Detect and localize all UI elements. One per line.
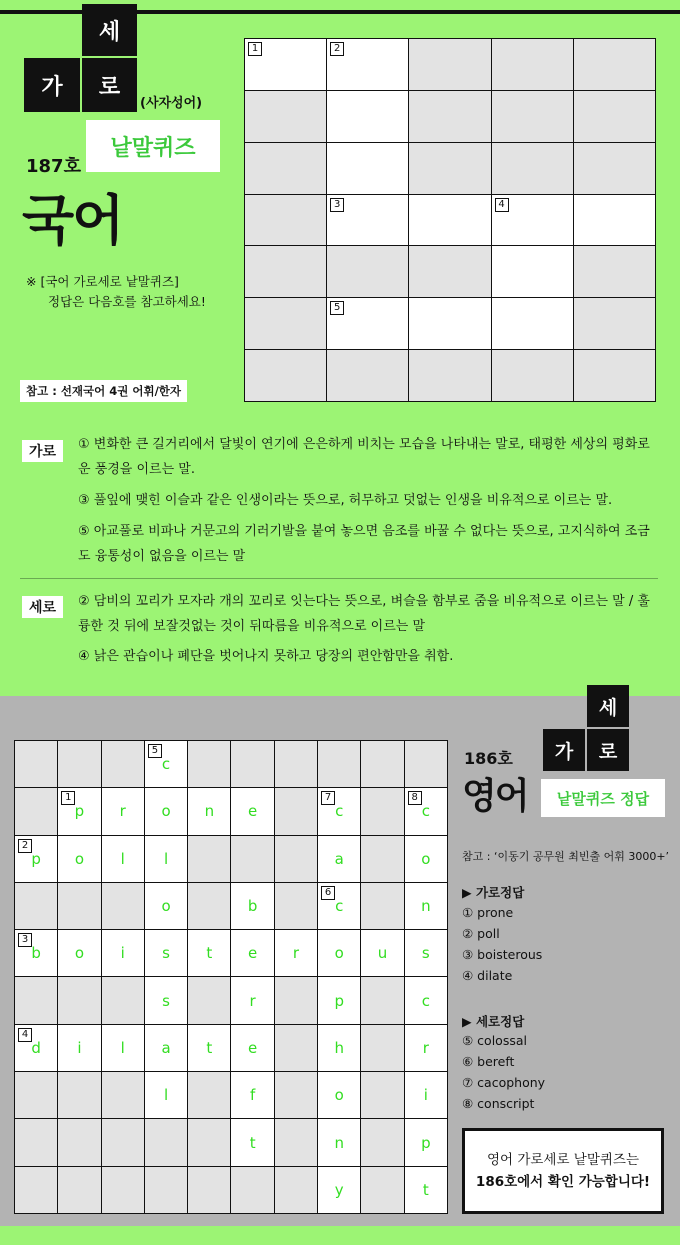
down-answers-heading: ▶ 세로정답 — [462, 1014, 525, 1029]
answer-cell — [405, 1119, 447, 1165]
answer-letter: a — [334, 849, 344, 868]
grid-cell — [327, 246, 408, 297]
answer-cell — [145, 1025, 187, 1071]
crossword-grid — [244, 38, 656, 402]
answer-letter: o — [421, 849, 431, 868]
answer-cell — [405, 836, 447, 882]
issue-number: 187호 — [26, 156, 81, 177]
answer-down-7: ⑦ cacophony — [462, 1075, 546, 1090]
answer-cell — [275, 930, 317, 976]
grid-cell — [245, 246, 326, 297]
logo-ga: 가 — [24, 58, 80, 112]
answer-cell — [361, 741, 403, 787]
down-clue-4: ④ 낡은 관습이나 폐단을 벗어나지 못하고 당장의 편안함만을 취함. — [78, 649, 454, 664]
answer-number: 3 — [18, 933, 32, 947]
grid-cell — [245, 350, 326, 401]
answer-cell — [145, 1167, 187, 1213]
grid-cell — [409, 143, 490, 194]
across-clue-1: ① 변화한 큰 길거리에서 달빛이 연기에 은은하게 비치는 모습을 나타내는 말로, 태평한 세상의 평화로운 풍경을 이르는 말. — [78, 437, 650, 477]
answer-cell — [145, 1119, 187, 1165]
answer-cell — [188, 1072, 230, 1118]
answer-letter: o — [161, 897, 171, 916]
grid-cell[interactable] — [492, 195, 573, 246]
answer-letter: a — [161, 1038, 171, 1057]
answer-across-3: ③ boisterous — [462, 947, 543, 962]
answer-cell — [318, 1119, 360, 1165]
answer-letter: d — [31, 1038, 41, 1057]
answer-cell — [275, 977, 317, 1023]
answer-cell — [318, 741, 360, 787]
answer-cell — [405, 930, 447, 976]
clue-number: 2 — [330, 42, 344, 56]
answer-cell — [58, 741, 100, 787]
answer-cell — [275, 883, 317, 929]
answer-number: 4 — [18, 1028, 32, 1042]
grid-cell[interactable] — [409, 298, 490, 349]
answer-cell — [188, 741, 230, 787]
logo-se: 세 — [82, 4, 137, 56]
answer-cell — [15, 883, 57, 929]
across-clue-3: ③ 풀잎에 맺힌 이슬과 같은 인생이라는 뜻으로, 허무하고 덧없는 인생을 비유적으로 이르는 말. — [78, 493, 613, 508]
answer-number: 7 — [321, 791, 335, 805]
reference-tag: 참고 : 선재국어 4권 어휘/한자 — [20, 380, 187, 402]
grid-cell — [409, 39, 490, 90]
grid-cell — [574, 350, 655, 401]
answer-letter: o — [334, 1086, 344, 1105]
answer-cell — [318, 930, 360, 976]
answer-cell — [275, 741, 317, 787]
answer-letter: t — [249, 1133, 256, 1152]
answer-cell — [188, 930, 230, 976]
answer-cell — [58, 836, 100, 882]
answer-cell — [231, 788, 273, 834]
grid-cell[interactable] — [245, 39, 326, 90]
grid-cell — [327, 350, 408, 401]
answer-cell — [188, 1025, 230, 1071]
answer-letter: l — [163, 1086, 169, 1105]
answer-letter: r — [422, 1038, 429, 1057]
answer-cell — [231, 1119, 273, 1165]
clue-number: 3 — [330, 198, 344, 212]
grid-cell — [409, 246, 490, 297]
down-label: 세로 — [22, 596, 63, 618]
answer-letter: r — [249, 991, 256, 1010]
grid-cell — [574, 246, 655, 297]
answer-cell — [405, 1072, 447, 1118]
answer-letter: i — [120, 944, 125, 963]
answer-cell — [318, 977, 360, 1023]
answer-cell — [361, 1072, 403, 1118]
answer-letter: r — [292, 944, 300, 963]
answer-letter: b — [31, 944, 41, 963]
grid-cell — [245, 298, 326, 349]
answer-letter: t — [206, 1038, 213, 1057]
answer-letter: c — [421, 802, 430, 821]
answer-cell — [58, 1119, 100, 1165]
answer-cell — [188, 1167, 230, 1213]
answer-cell — [231, 1072, 273, 1118]
answer-letter: s — [162, 944, 170, 963]
answer-down-8: ⑧ conscript — [462, 1096, 535, 1111]
answer-across-1: ① prone — [462, 905, 514, 920]
answer-cell — [15, 930, 57, 976]
answer-cell — [58, 977, 100, 1023]
answer-cell — [361, 1025, 403, 1071]
answer-letter: n — [421, 897, 431, 916]
answer-number: 2 — [18, 839, 32, 853]
answer-letter: y — [334, 1180, 344, 1199]
answer-cell — [275, 1167, 317, 1213]
answer-letter: h — [334, 1038, 344, 1057]
bottom-logo-ro: 로 — [587, 729, 629, 771]
bottom-reference: 참고 : ‘이동기 공무원 최빈출 어휘 3000+’ — [462, 850, 670, 863]
answer-cell — [188, 1119, 230, 1165]
grid-cell[interactable] — [327, 143, 408, 194]
answer-number: 6 — [321, 886, 335, 900]
clue-number: 5 — [330, 301, 344, 315]
answer-note-line1: ※ [국어 가로세로 낱말퀴즈] — [26, 274, 179, 289]
answer-cell — [102, 1119, 144, 1165]
answer-cell — [405, 1025, 447, 1071]
answer-cell — [102, 1167, 144, 1213]
answer-number: 8 — [408, 791, 422, 805]
answer-letter: i — [77, 1038, 82, 1057]
answer-cell — [145, 883, 187, 929]
answer-cell — [405, 883, 447, 929]
across-clue-5: ⑤ 아교풀로 비파나 거문고의 기러기발을 붙여 놓으면 음조를 바꿀 수 없다는 뜻으로, 고지식하여 조금도 융통성이 없음을 이르는 말 — [78, 524, 650, 564]
answer-cell — [231, 930, 273, 976]
grid-cell — [409, 91, 490, 142]
answer-cell — [102, 930, 144, 976]
answer-cell — [405, 977, 447, 1023]
answer-cell — [361, 883, 403, 929]
grid-cell — [574, 298, 655, 349]
answer-letter: p — [334, 991, 344, 1010]
answer-cell — [58, 1072, 100, 1118]
answer-letter: i — [423, 1086, 428, 1105]
answer-cell — [275, 1025, 317, 1071]
quiz-tag: 낱말퀴즈 — [86, 120, 220, 172]
answer-cell — [318, 836, 360, 882]
answer-cell — [58, 930, 100, 976]
answer-letter: c — [335, 802, 344, 821]
answer-cell — [102, 836, 144, 882]
answer-cell — [58, 883, 100, 929]
answer-cell — [188, 883, 230, 929]
answer-cell — [102, 1072, 144, 1118]
answer-cell — [231, 836, 273, 882]
grid-cell — [245, 91, 326, 142]
answer-letter: t — [206, 944, 213, 963]
across-label: 가로 — [22, 440, 63, 462]
grid-cell[interactable] — [327, 91, 408, 142]
answer-cell — [102, 1025, 144, 1071]
answer-cell — [231, 883, 273, 929]
answer-letter: r — [119, 802, 126, 821]
promo-line2: 186호에서 확인 가능합니다! — [475, 1174, 651, 1190]
grid-cell[interactable] — [327, 298, 408, 349]
grid-cell[interactable] — [327, 195, 408, 246]
clue-number: 4 — [495, 198, 509, 212]
answer-letter: c — [421, 991, 430, 1010]
grid-cell — [409, 350, 490, 401]
grid-cell — [492, 143, 573, 194]
clue-number: 1 — [248, 42, 262, 56]
bottom-logo-ga: 가 — [543, 729, 585, 771]
answer-letter: p — [31, 849, 41, 868]
grid-cell — [245, 143, 326, 194]
answer-grid — [14, 740, 448, 1214]
answer-letter: n — [334, 1133, 344, 1152]
answer-cell — [231, 1167, 273, 1213]
grid-cell — [245, 195, 326, 246]
answer-cell — [361, 1167, 403, 1213]
answer-cell — [361, 977, 403, 1023]
answer-letter: n — [204, 802, 215, 821]
answer-letter: o — [334, 944, 344, 963]
answer-cell — [145, 930, 187, 976]
bottom-quiz-tag: 낱말퀴즈 정답 — [541, 779, 665, 817]
answer-cell — [188, 836, 230, 882]
answer-letter: c — [161, 755, 171, 774]
answer-cell — [318, 1167, 360, 1213]
answer-number: 1 — [61, 791, 75, 805]
answer-cell — [102, 788, 144, 834]
answer-letter: p — [74, 802, 85, 821]
answer-cell — [275, 788, 317, 834]
promo-line1: 영어 가로세로 낱말퀴즈는 — [486, 1152, 640, 1168]
grid-cell — [492, 91, 573, 142]
answer-cell — [188, 788, 230, 834]
answer-cell — [102, 741, 144, 787]
answer-letter: e — [248, 944, 258, 963]
answer-letter: u — [377, 944, 388, 963]
answer-cell — [318, 1025, 360, 1071]
answer-cell — [145, 977, 187, 1023]
answer-cell — [405, 788, 447, 834]
grid-cell[interactable] — [574, 195, 655, 246]
answer-cell — [102, 883, 144, 929]
answer-cell — [405, 741, 447, 787]
answer-cell — [15, 1025, 57, 1071]
answer-note-line2: 정답은 다음호를 참고하세요! — [48, 294, 206, 309]
answer-letter: o — [74, 849, 85, 868]
grid-cell — [574, 91, 655, 142]
answer-letter: b — [247, 897, 258, 916]
answer-cell — [15, 977, 57, 1023]
grid-cell — [492, 350, 573, 401]
clue-divider — [20, 578, 658, 579]
answer-letter: e — [248, 1038, 258, 1057]
subject-title: 국어 — [22, 189, 123, 252]
grid-cell — [492, 39, 573, 90]
answer-number: 5 — [148, 744, 162, 758]
answer-cell — [361, 788, 403, 834]
answer-letter: o — [74, 944, 85, 963]
answer-cell — [58, 1167, 100, 1213]
answer-down-5: ⑤ colossal — [462, 1033, 527, 1048]
answer-letter: t — [422, 1180, 429, 1199]
down-clue-2: ② 담비의 꼬리가 모자라 개의 꼬리로 잇는다는 뜻으로, 벼슬을 함부로 줌을 비유적으로 이르는 말 / 훌륭한 것 뒤에 보잘것없는 것이 뒤따름을 비유적으로 이르는 말 — [78, 594, 650, 634]
answer-cell — [231, 977, 273, 1023]
grid-cell — [574, 39, 655, 90]
answer-cell — [15, 788, 57, 834]
answer-cell — [405, 1167, 447, 1213]
grid-cell — [574, 143, 655, 194]
answer-cell — [145, 741, 187, 787]
answer-cell — [15, 1167, 57, 1213]
answer-cell — [145, 788, 187, 834]
answer-cell — [231, 741, 273, 787]
answer-letter: l — [120, 849, 125, 868]
answer-cell — [275, 1119, 317, 1165]
answer-cell — [102, 977, 144, 1023]
grid-cell[interactable] — [492, 298, 573, 349]
bottom-logo-se: 세 — [587, 685, 629, 727]
answer-cell — [361, 1119, 403, 1165]
answer-cell — [318, 788, 360, 834]
answer-letter: p — [421, 1133, 431, 1152]
answer-letter: s — [162, 991, 170, 1010]
answer-letter: l — [120, 1038, 125, 1057]
answer-cell — [361, 836, 403, 882]
bottom-subject-title: 영어 — [462, 776, 528, 817]
answer-letter: c — [335, 897, 344, 916]
grid-cell[interactable] — [327, 39, 408, 90]
answer-cell — [188, 977, 230, 1023]
answer-cell — [275, 836, 317, 882]
answer-cell — [15, 1072, 57, 1118]
answer-cell — [58, 1025, 100, 1071]
answer-cell — [318, 883, 360, 929]
answer-letter: l — [163, 849, 169, 868]
answer-cell — [15, 836, 57, 882]
answer-letter: o — [161, 802, 171, 821]
answer-cell — [15, 1119, 57, 1165]
grid-cell[interactable] — [409, 195, 490, 246]
answer-cell — [318, 1072, 360, 1118]
bottom-issue-number: 186호 — [464, 749, 513, 768]
answer-cell — [275, 1072, 317, 1118]
answer-cell — [58, 788, 100, 834]
logo-ro: 로 — [82, 58, 137, 112]
grid-cell[interactable] — [492, 246, 573, 297]
answer-across-2: ② poll — [462, 926, 500, 941]
answer-across-4: ④ dilate — [462, 968, 513, 983]
answer-letter: s — [421, 944, 430, 963]
answer-cell — [231, 1025, 273, 1071]
answer-letter: f — [250, 1086, 256, 1105]
answer-cell — [145, 1072, 187, 1118]
answer-note — [26, 272, 206, 312]
answer-down-6: ⑥ bereft — [462, 1054, 515, 1069]
bottom-bar — [0, 1226, 680, 1245]
answer-cell — [145, 836, 187, 882]
promo-box — [462, 1128, 664, 1214]
answer-letter: e — [248, 802, 258, 821]
logo-subtitle: (사자성어) — [140, 96, 203, 111]
answer-cell — [15, 741, 57, 787]
across-answers-heading: ▶ 가로정답 — [462, 885, 525, 900]
answer-cell — [361, 930, 403, 976]
